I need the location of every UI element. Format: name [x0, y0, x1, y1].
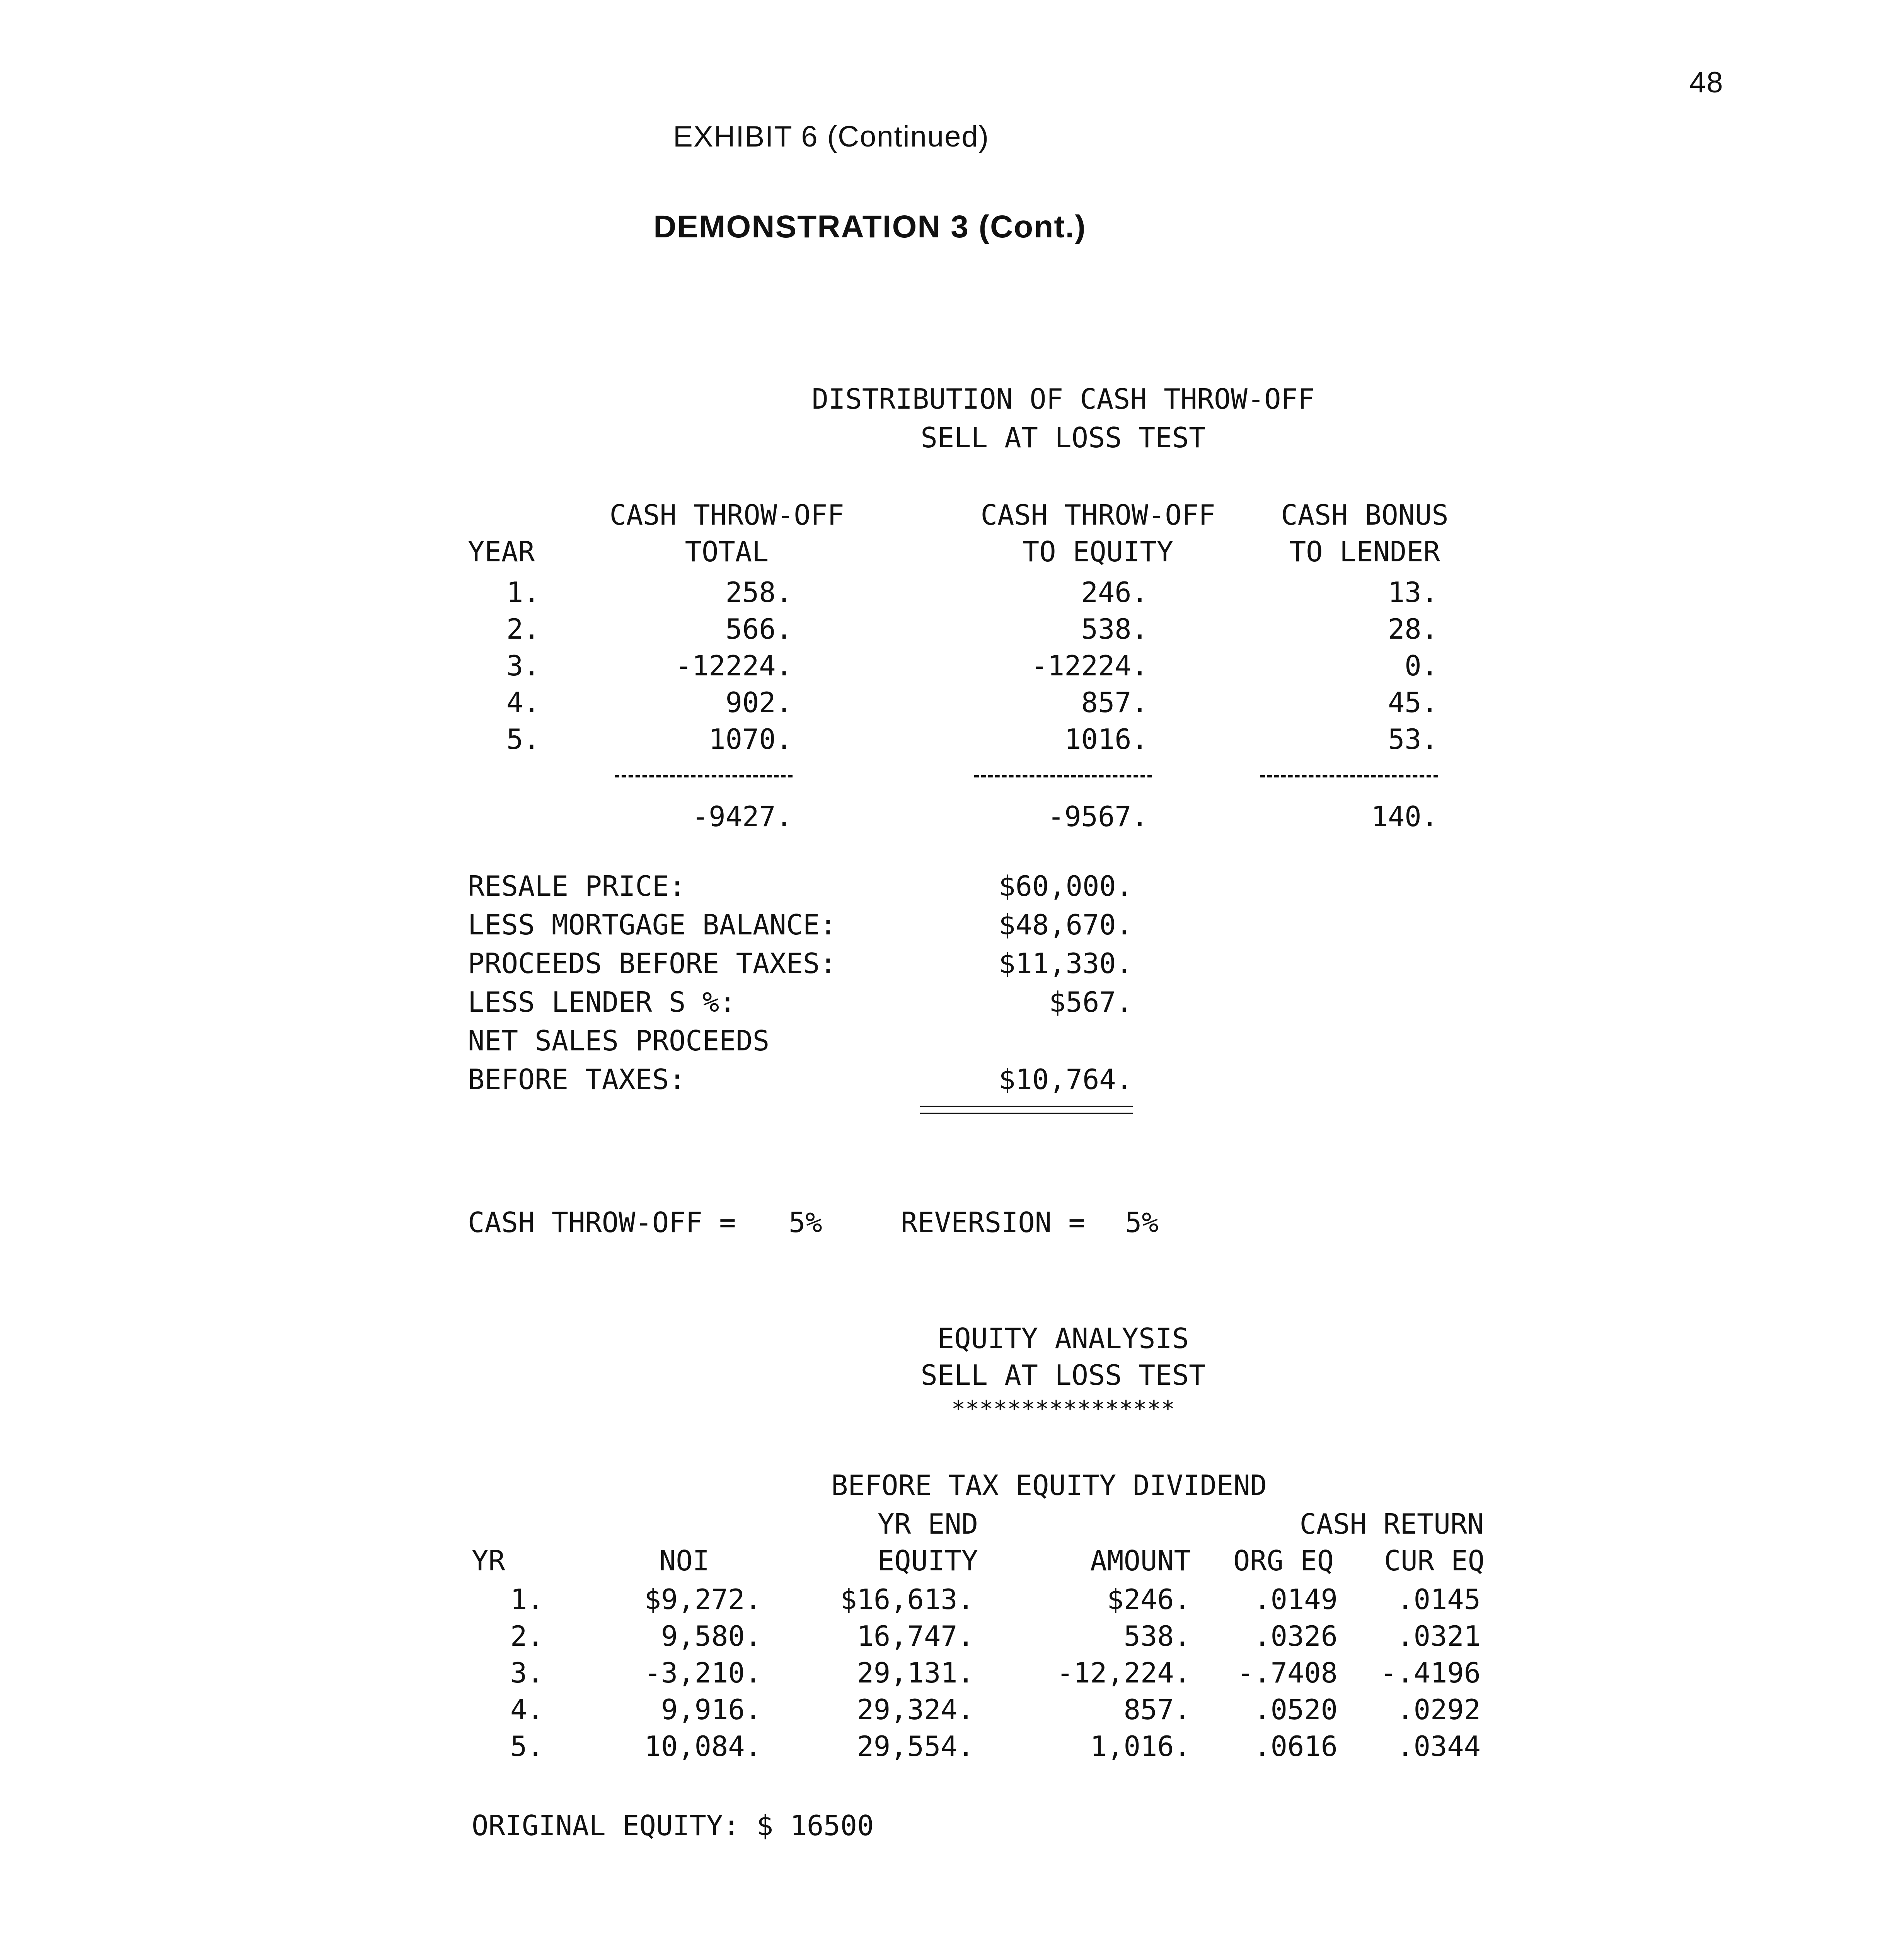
- eq-row-noi: 10,084.: [644, 1730, 762, 1763]
- eq-row-cur-eq: .0321: [1397, 1620, 1481, 1652]
- eq-row-org-eq: .0326: [1254, 1620, 1338, 1652]
- dist-rule-equity: [974, 775, 1152, 777]
- header-yr: YR: [472, 1544, 505, 1577]
- header-year: YEAR: [468, 535, 535, 568]
- header-total-2: TOTAL: [685, 535, 769, 568]
- dist-row-total: 258.: [725, 576, 793, 609]
- cash-throwoff-label: CASH THROW-OFF =: [468, 1206, 736, 1239]
- header-amount: AMOUNT: [1090, 1544, 1191, 1577]
- dividend-header: BEFORE TAX EQUITY DIVIDEND: [831, 1469, 1267, 1502]
- cash-throwoff-value: 5%: [789, 1206, 822, 1239]
- dist-row-equity: 538.: [1081, 613, 1148, 645]
- lender-label: LESS LENDER S %:: [468, 986, 736, 1018]
- demo-title: DEMONSTRATION 3 (Cont.): [653, 209, 1086, 244]
- dist-rule-bonus: [1260, 775, 1438, 777]
- eq-row-yr: 3.: [510, 1657, 544, 1689]
- dist-row-bonus: 53.: [1388, 723, 1438, 755]
- dist-row-year: 3.: [506, 649, 540, 682]
- equity-title: EQUITY ANALYSIS: [937, 1322, 1189, 1355]
- header-bonus-1: CASH BONUS: [1281, 499, 1449, 531]
- dist-row-equity: 246.: [1081, 576, 1148, 609]
- dist-row-total: 566.: [725, 613, 793, 645]
- eq-row-noi: 9,580.: [661, 1620, 762, 1652]
- net-double-rule: [920, 1106, 1133, 1114]
- eq-row-org-eq: .0520: [1254, 1693, 1338, 1726]
- eq-row-org-eq: -.7408: [1237, 1657, 1338, 1689]
- eq-row-yr: 2.: [510, 1620, 544, 1652]
- eq-row-org-eq: .0149: [1254, 1583, 1338, 1616]
- eq-row-yr: 4.: [510, 1693, 544, 1726]
- mortgage-value: $48,670.: [999, 909, 1133, 941]
- net-label-2: BEFORE TAXES:: [468, 1063, 686, 1096]
- eq-row-cur-eq: .0344: [1397, 1730, 1481, 1763]
- dist-total-equity: -9567.: [1047, 800, 1148, 833]
- dist-row-year: 1.: [506, 576, 540, 609]
- dist-row-equity: 1016.: [1064, 723, 1148, 755]
- eq-row-org-eq: .0616: [1254, 1730, 1338, 1763]
- dist-total-total: -9427.: [692, 800, 793, 833]
- dist-row-equity: 857.: [1081, 686, 1148, 719]
- header-noi: NOI: [659, 1544, 710, 1577]
- eq-row-noi: 9,916.: [661, 1693, 762, 1726]
- header-yrend-2: EQUITY: [877, 1544, 978, 1577]
- eq-row-amount: 1,016.: [1090, 1730, 1191, 1763]
- net-label-1: NET SALES PROCEEDS: [468, 1024, 770, 1057]
- header-equity-1: CASH THROW-OFF: [980, 499, 1215, 531]
- dist-row-bonus: 0.: [1405, 649, 1438, 682]
- dist-row-bonus: 13.: [1388, 576, 1438, 609]
- dist-row-total: -12224.: [675, 649, 793, 682]
- dist-row-year: 2.: [506, 613, 540, 645]
- eq-row-cur-eq: .0145: [1397, 1583, 1481, 1616]
- distribution-subtitle: SELL AT LOSS TEST: [920, 421, 1206, 454]
- distribution-title: DISTRIBUTION OF CASH THROW-OFF: [811, 383, 1315, 415]
- eq-row-yrend: 29,324.: [857, 1693, 974, 1726]
- header-total-1: CASH THROW-OFF: [609, 499, 844, 531]
- header-bonus-2: TO LENDER: [1289, 535, 1440, 568]
- equity-subtitle: SELL AT LOSS TEST: [920, 1359, 1206, 1391]
- eq-row-yr: 1.: [510, 1583, 544, 1616]
- resale-value: $60,000.: [999, 870, 1133, 902]
- eq-row-noi: $9,272.: [644, 1583, 762, 1616]
- eq-row-amount: 538.: [1123, 1620, 1191, 1652]
- eq-row-cur-eq: -.4196: [1380, 1657, 1481, 1689]
- reversion-value: 5%: [1125, 1206, 1159, 1239]
- header-cur-eq: CUR EQ: [1384, 1544, 1485, 1577]
- resale-label: RESALE PRICE:: [468, 870, 686, 902]
- header-equity-2: TO EQUITY: [1022, 535, 1174, 568]
- header-yrend-1: YR END: [877, 1508, 978, 1540]
- dist-row-total: 902.: [725, 686, 793, 719]
- header-cash-return: CASH RETURN: [1299, 1508, 1484, 1540]
- lender-value: $567.: [1049, 986, 1133, 1018]
- eq-row-cur-eq: .0292: [1397, 1693, 1481, 1726]
- mortgage-label: LESS MORTGAGE BALANCE:: [468, 909, 837, 941]
- dist-row-bonus: 28.: [1388, 613, 1438, 645]
- dist-row-year: 4.: [506, 686, 540, 719]
- original-equity: ORIGINAL EQUITY: $ 16500: [472, 1809, 874, 1842]
- page-number: 48: [1689, 66, 1724, 99]
- eq-row-amount: -12,224.: [1057, 1657, 1191, 1689]
- eq-row-yrend: 16,747.: [857, 1620, 974, 1652]
- exhibit-title: EXHIBIT 6 (Continued): [673, 120, 989, 153]
- eq-row-yrend: $16,613.: [840, 1583, 974, 1616]
- dist-row-year: 5.: [506, 723, 540, 755]
- eq-row-amount: 857.: [1123, 1693, 1191, 1726]
- eq-row-yrend: 29,554.: [857, 1730, 974, 1763]
- header-org-eq: ORG EQ: [1233, 1544, 1334, 1577]
- eq-row-noi: -3,210.: [644, 1657, 762, 1689]
- dist-row-total: 1070.: [709, 723, 793, 755]
- eq-row-amount: $246.: [1107, 1583, 1191, 1616]
- dist-rule-total: [615, 775, 793, 777]
- dist-total-bonus: 140.: [1371, 800, 1438, 833]
- equity-stars: ****************: [951, 1396, 1175, 1423]
- dist-row-bonus: 45.: [1388, 686, 1438, 719]
- dist-row-equity: -12224.: [1031, 649, 1148, 682]
- proceeds-label: PROCEEDS BEFORE TAXES:: [468, 947, 837, 980]
- reversion-label: REVERSION =: [901, 1206, 1085, 1239]
- proceeds-value: $11,330.: [999, 947, 1133, 980]
- net-value: $10,764.: [999, 1063, 1133, 1096]
- eq-row-yr: 5.: [510, 1730, 544, 1763]
- eq-row-yrend: 29,131.: [857, 1657, 974, 1689]
